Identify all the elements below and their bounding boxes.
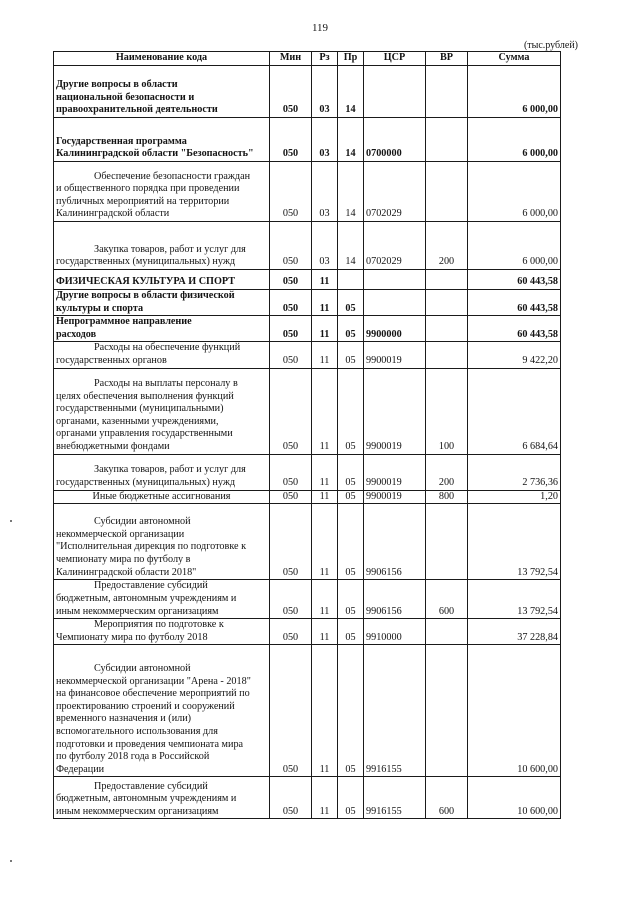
row-min: 050	[270, 290, 312, 316]
budget-table	[53, 51, 561, 819]
table-row	[54, 777, 561, 819]
table-row	[54, 316, 561, 342]
row-rz: 11	[312, 504, 338, 580]
row-pr: 05	[338, 580, 364, 619]
table-row	[54, 118, 561, 162]
row-vr: 600	[426, 777, 468, 819]
row-vr: 800	[426, 490, 468, 504]
header-csr: ЦСР	[364, 52, 426, 66]
table-row	[54, 222, 561, 270]
row-min: 050	[270, 645, 312, 777]
row-min: 050	[270, 342, 312, 368]
row-name: Обеспечение безопасности граждан и общественного порядка при проведении публичных мероприятий на территории Калининградской области	[54, 162, 270, 222]
row-min: 050	[270, 66, 312, 118]
row-sum: 6 000,00	[468, 66, 561, 118]
row-rz: 11	[312, 619, 338, 645]
table-row	[54, 580, 561, 619]
scan-mark	[10, 520, 12, 522]
row-vr: 100	[426, 368, 468, 454]
row-vr: 600	[426, 580, 468, 619]
row-name: Субсидии автономной некоммерческой организации "Исполнительная дирекция по подготовке к чемпионату мира по футболу в Калининградской области 2018"	[54, 504, 270, 580]
row-sum: 10 600,00	[468, 645, 561, 777]
row-min: 050	[270, 454, 312, 490]
table-row	[54, 290, 561, 316]
row-csr: 9906156	[364, 504, 426, 580]
row-sum: 6 000,00	[468, 118, 561, 162]
row-pr: 05	[338, 454, 364, 490]
row-sum: 13 792,54	[468, 504, 561, 580]
row-name: Мероприятия по подготовке к Чемпионату мира по футболу 2018	[54, 619, 270, 645]
scan-mark	[10, 860, 12, 862]
table-row	[54, 645, 561, 777]
row-vr	[426, 118, 468, 162]
row-pr	[338, 270, 364, 290]
row-rz: 03	[312, 118, 338, 162]
row-min: 050	[270, 162, 312, 222]
row-vr	[426, 504, 468, 580]
row-min: 050	[270, 580, 312, 619]
row-name: Расходы на выплаты персоналу в целях обеспечения выполнения функций государственными (муниципальными) органами, казенными учреждениями, органами управления государственными внебюджетными фондами	[54, 368, 270, 454]
row-sum: 6 000,00	[468, 162, 561, 222]
row-rz: 11	[312, 490, 338, 504]
table-row	[54, 619, 561, 645]
row-rz: 11	[312, 342, 338, 368]
header-min: Мин	[270, 52, 312, 66]
row-min: 050	[270, 222, 312, 270]
row-name: Непрограммное направление расходов	[54, 316, 270, 342]
header-name: Наименование кода	[54, 52, 270, 66]
row-name: Закупка товаров, работ и услуг для государственных (муниципальных) нужд	[54, 454, 270, 490]
header-vr: ВР	[426, 52, 468, 66]
header-pr: Пр	[338, 52, 364, 66]
row-pr: 05	[338, 504, 364, 580]
row-pr: 14	[338, 162, 364, 222]
page-number: 119	[311, 22, 329, 34]
row-rz: 11	[312, 580, 338, 619]
row-sum: 60 443,58	[468, 270, 561, 290]
row-pr: 05	[338, 645, 364, 777]
row-name: Предоставление субсидий бюджетным, автономным учреждениям и иным некоммерческим организациям	[54, 580, 270, 619]
row-name: ФИЗИЧЕСКАЯ КУЛЬТУРА И СПОРТ	[54, 270, 270, 290]
row-pr: 05	[338, 290, 364, 316]
row-csr: 9916155	[364, 777, 426, 819]
row-vr	[426, 342, 468, 368]
row-pr: 05	[338, 368, 364, 454]
table-row	[54, 66, 561, 118]
row-name: Государственная программа Калининградской области "Безопасность"	[54, 118, 270, 162]
row-min: 050	[270, 270, 312, 290]
row-name: Расходы на обеспечение функций государственных органов	[54, 342, 270, 368]
row-csr: 9910000	[364, 619, 426, 645]
row-rz: 11	[312, 368, 338, 454]
row-csr	[364, 270, 426, 290]
table-row	[54, 368, 561, 454]
row-csr: 0700000	[364, 118, 426, 162]
row-sum: 6 000,00	[468, 222, 561, 270]
row-vr	[426, 619, 468, 645]
row-csr: 9906156	[364, 580, 426, 619]
row-csr	[364, 290, 426, 316]
row-pr: 14	[338, 222, 364, 270]
row-csr: 9900019	[364, 454, 426, 490]
row-name: Субсидии автономной некоммерческой организации "Арена - 2018" на финансовое обеспечение мероприятий по проектированию строений и сооружений временного назначения и (или) вспомогательного использования для подготовки и проведения чемпионата мира по футболу 2018 года в Российской Федерации	[54, 645, 270, 777]
row-name: Иные бюджетные ассигнования	[54, 490, 270, 504]
row-pr: 05	[338, 490, 364, 504]
row-csr: 9900019	[364, 490, 426, 504]
row-pr: 14	[338, 118, 364, 162]
row-vr	[426, 162, 468, 222]
row-rz: 11	[312, 316, 338, 342]
table-row	[54, 504, 561, 580]
row-sum: 2 736,36	[468, 454, 561, 490]
table-header-row	[54, 52, 561, 66]
row-rz: 11	[312, 645, 338, 777]
row-name: Другие вопросы в области национальной безопасности и правоохранительной деятельности	[54, 66, 270, 118]
row-min: 050	[270, 777, 312, 819]
row-pr: 05	[338, 342, 364, 368]
header-rz: Рз	[312, 52, 338, 66]
row-pr: 05	[338, 777, 364, 819]
table-row	[54, 162, 561, 222]
row-vr	[426, 66, 468, 118]
row-name: Другие вопросы в области физической культуры и спорта	[54, 290, 270, 316]
row-vr	[426, 270, 468, 290]
row-rz: 03	[312, 66, 338, 118]
row-name: Закупка товаров, работ и услуг для государственных (муниципальных) нужд	[54, 222, 270, 270]
row-min: 050	[270, 619, 312, 645]
row-vr: 200	[426, 454, 468, 490]
row-vr	[426, 316, 468, 342]
row-csr: 9916155	[364, 645, 426, 777]
row-vr: 200	[426, 222, 468, 270]
row-csr: 9900000	[364, 316, 426, 342]
row-rz: 03	[312, 222, 338, 270]
row-sum: 9 422,20	[468, 342, 561, 368]
row-csr: 9900019	[364, 342, 426, 368]
row-sum: 37 228,84	[468, 619, 561, 645]
row-sum: 6 684,64	[468, 368, 561, 454]
row-min: 050	[270, 368, 312, 454]
row-csr: 0702029	[364, 162, 426, 222]
row-sum: 1,20	[468, 490, 561, 504]
unit-label: (тыс.рублей)	[523, 40, 578, 51]
row-rz: 11	[312, 270, 338, 290]
row-sum: 60 443,58	[468, 316, 561, 342]
table-row	[54, 454, 561, 490]
row-csr: 0702029	[364, 222, 426, 270]
row-sum: 13 792,54	[468, 580, 561, 619]
row-name: Предоставление субсидий бюджетным, автономным учреждениям и иным некоммерческим организациям	[54, 777, 270, 819]
table-row	[54, 270, 561, 290]
row-min: 050	[270, 490, 312, 504]
row-pr: 05	[338, 316, 364, 342]
row-sum: 60 443,58	[468, 290, 561, 316]
row-pr: 14	[338, 66, 364, 118]
table-row	[54, 342, 561, 368]
row-rz: 03	[312, 162, 338, 222]
row-min: 050	[270, 504, 312, 580]
row-min: 050	[270, 118, 312, 162]
row-min: 050	[270, 316, 312, 342]
row-csr	[364, 66, 426, 118]
row-vr	[426, 645, 468, 777]
row-csr: 9900019	[364, 368, 426, 454]
table-row	[54, 490, 561, 504]
row-rz: 11	[312, 454, 338, 490]
row-rz: 11	[312, 290, 338, 316]
row-vr	[426, 290, 468, 316]
header-sum: Сумма	[468, 52, 561, 66]
row-rz: 11	[312, 777, 338, 819]
row-pr: 05	[338, 619, 364, 645]
row-sum: 10 600,00	[468, 777, 561, 819]
